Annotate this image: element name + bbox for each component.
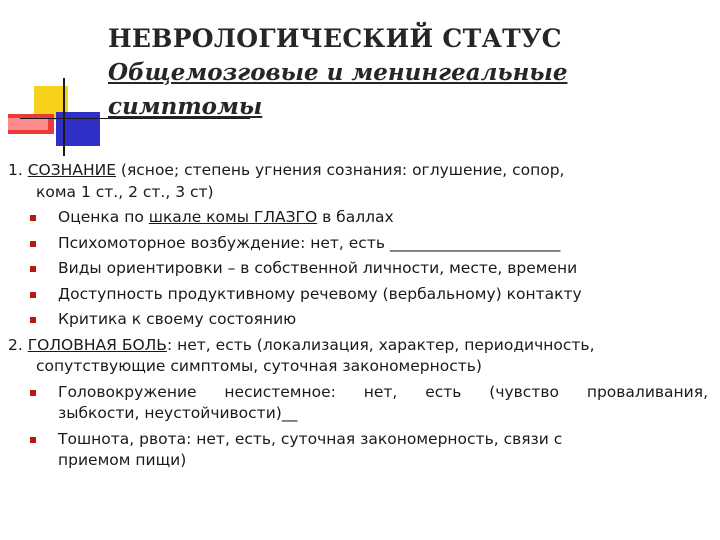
item-key: СОЗНАНИЕ <box>27 161 116 179</box>
list-item-dizziness <box>8 382 708 425</box>
item-text: (ясное; степень угнения сознания: оглушение, сопор, <box>115 161 565 179</box>
item-text-pre: Оценка по <box>58 208 149 226</box>
item-text-post: в баллах <box>317 208 394 226</box>
item-number: 2. <box>8 335 28 354</box>
page-subtitle <box>108 56 608 124</box>
list-item-agitation <box>8 233 708 255</box>
item-text: Критика к своему состоянию <box>58 310 297 328</box>
decor-vertical-line <box>63 78 65 156</box>
bullet-square-icon <box>30 437 36 443</box>
item-text-line2: приемом пищи) <box>58 451 187 469</box>
list-item-glasgow <box>8 207 708 229</box>
list-item-nausea <box>8 429 708 472</box>
item-continuation: кома 1 ст., 2 ст., 3 ст) <box>36 182 214 201</box>
item-key: шкале комы ГЛАЗГО <box>148 208 318 226</box>
item-text: Доступность продуктивному речевому (вербальному) контакту <box>58 284 582 303</box>
item-number: 1. <box>8 161 28 179</box>
bullet-square-icon <box>30 241 36 247</box>
bullet-square-icon <box>30 266 36 272</box>
bullet-square-icon <box>30 215 36 221</box>
item-text: Виды ориентировки – в собственной личности, месте, времени <box>58 259 578 277</box>
list-item-criticism <box>8 309 708 331</box>
title-block <box>108 22 708 124</box>
list-item-contact <box>8 284 708 306</box>
content-list <box>8 160 708 476</box>
list-item-orientation <box>8 258 708 280</box>
decor-pink-square <box>8 118 48 130</box>
list-item-headache <box>8 335 708 378</box>
item-text-line1: Тошнота, рвота: нет, есть, суточная закономерность, связи с <box>58 429 563 448</box>
item-text: : нет, есть (локализация, характер, периодичность, <box>166 335 595 354</box>
list-item-consciousness <box>8 160 708 203</box>
page-title: НЕВРОЛОГИЧЕСКИЙ СТАТУС <box>108 24 562 53</box>
item-key: ГОЛОВНАЯ БОЛЬ <box>27 335 167 354</box>
item-text: Психомоторное возбуждение: нет, есть ______________________ <box>58 233 561 252</box>
bullet-square-icon <box>30 390 36 396</box>
subtitle-text: Общемозговые и менингеальные симптомы <box>108 59 568 120</box>
bullet-square-icon <box>30 317 36 323</box>
item-continuation: сопутствующие симптомы, суточная закономерность) <box>36 357 482 375</box>
item-text-line1: Головокружение несистемное: нет, есть (чувство проваливания, <box>58 382 708 401</box>
bullet-square-icon <box>30 292 36 298</box>
item-text-line2: зыбкости, неустойчивости)__ <box>58 404 298 422</box>
